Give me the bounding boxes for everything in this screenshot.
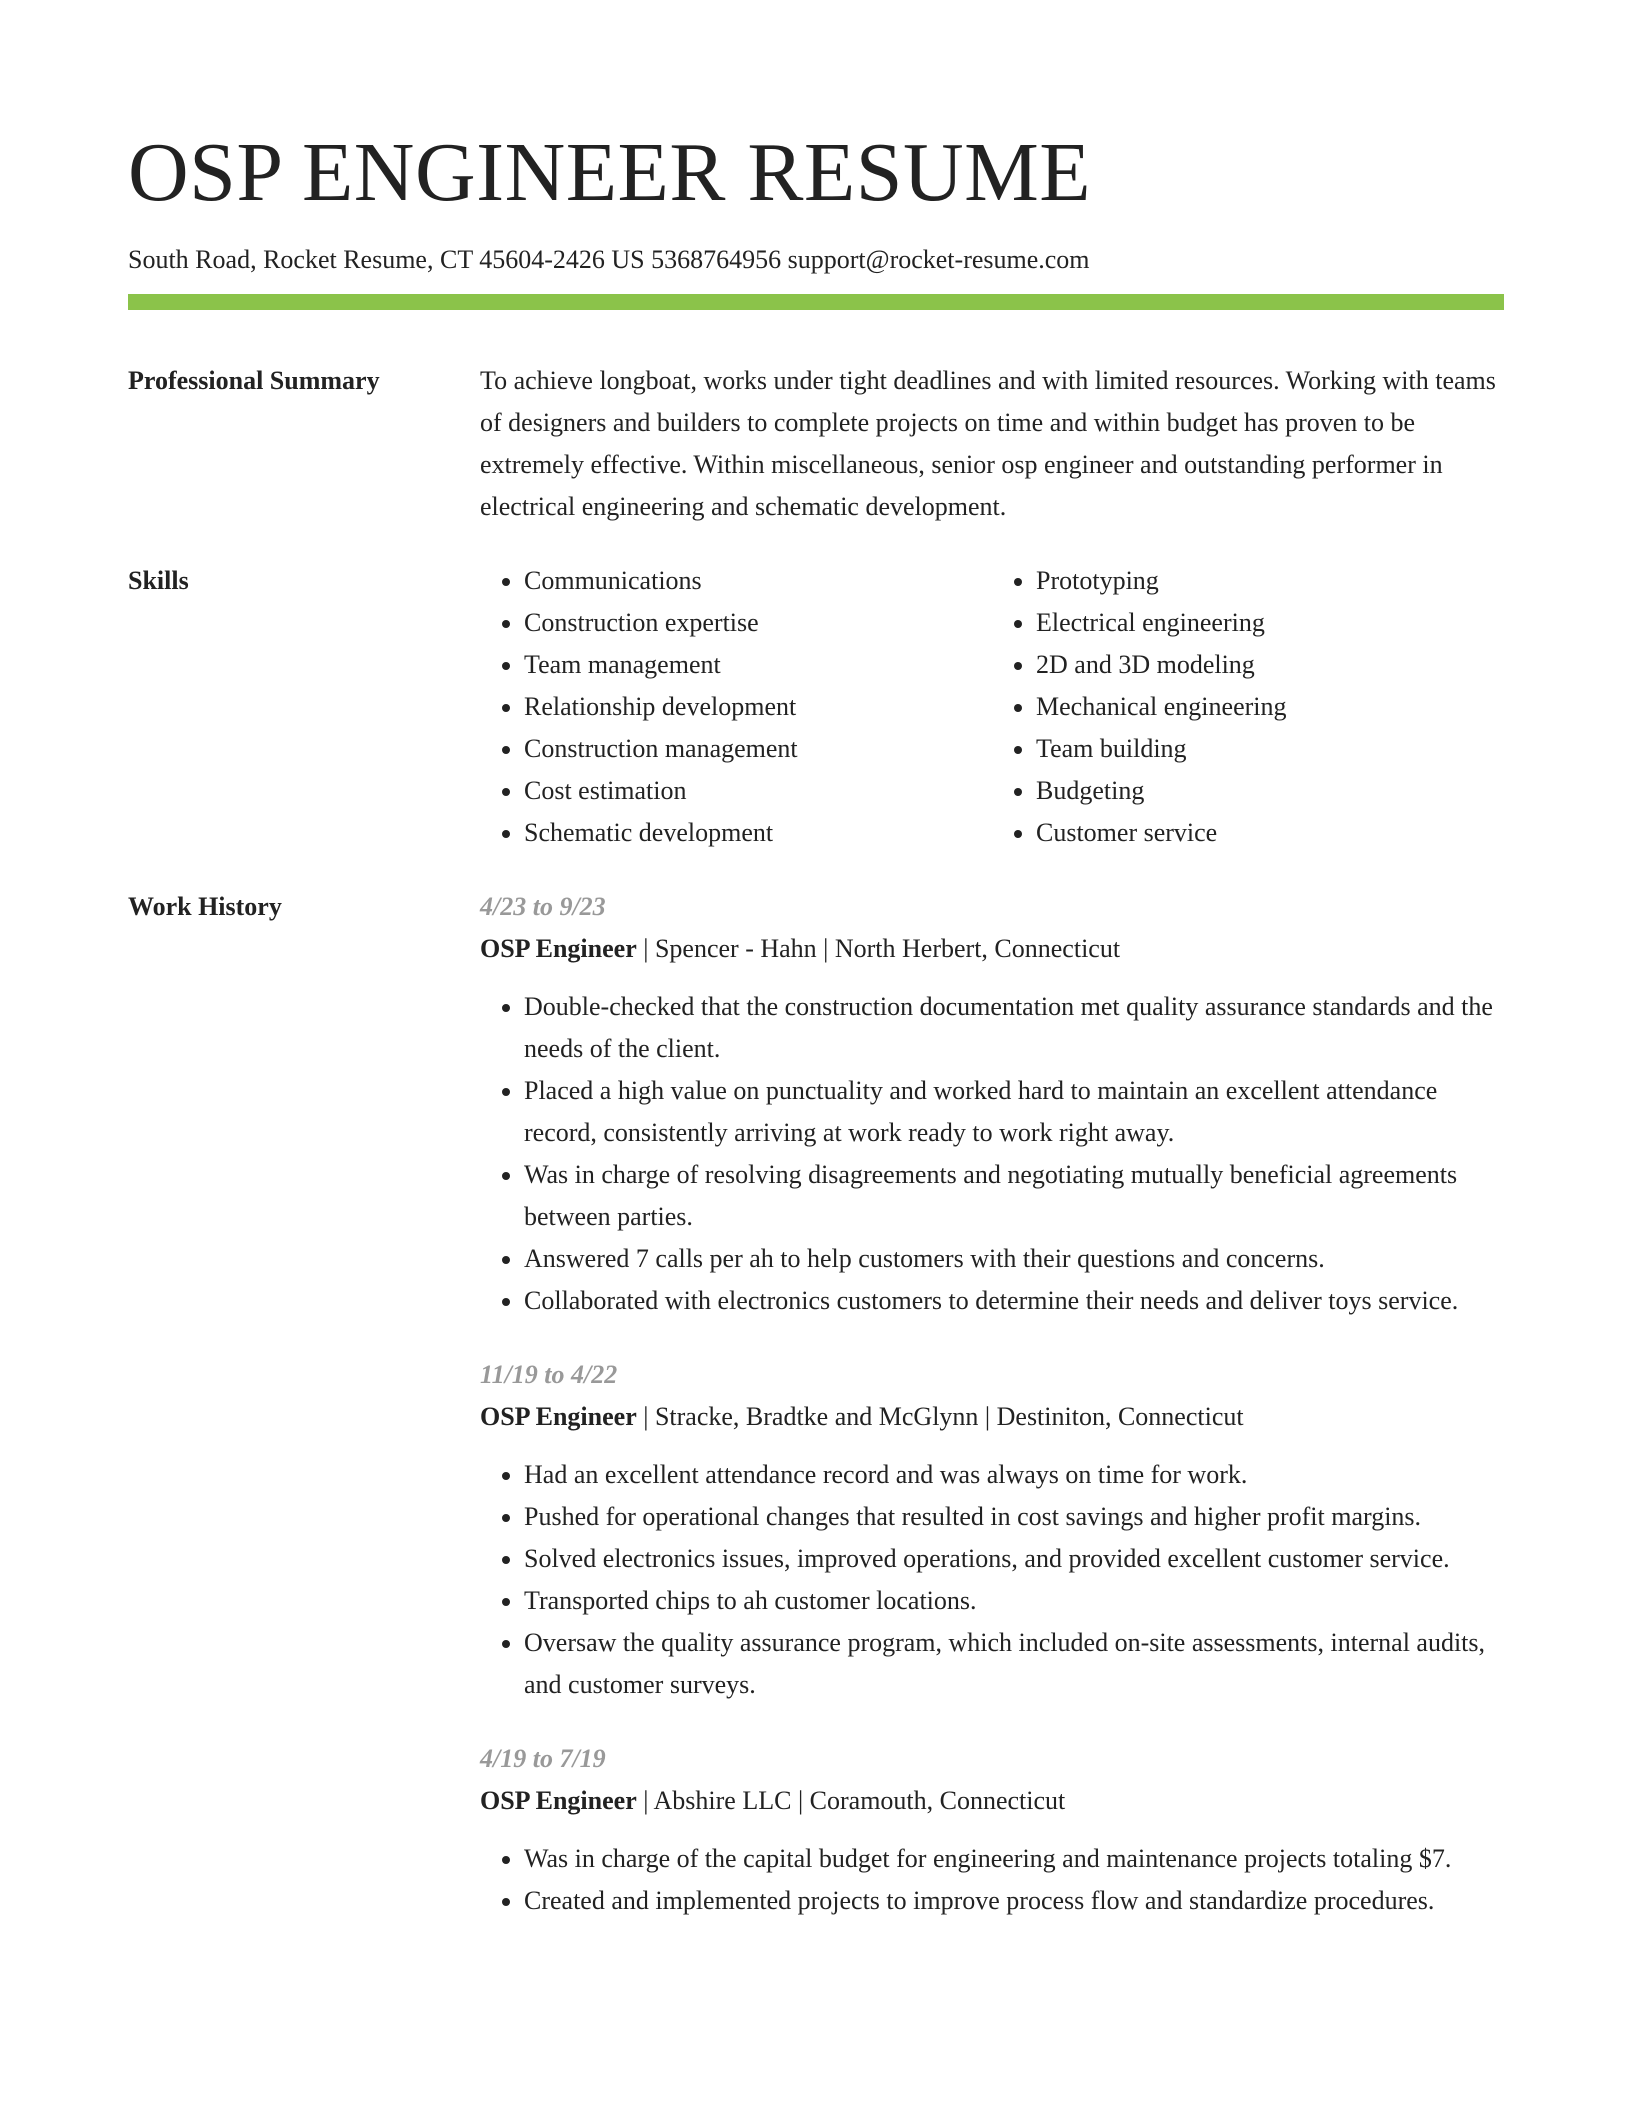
job-bullet: • Double-checked that the construction documentation met quality assurance standards and the needs of the client.: [524, 986, 1504, 1070]
contact-phone: 5368764956: [651, 245, 782, 274]
job-role: OSP Engineer: [480, 934, 637, 963]
resume-page: [128, 0, 1504, 1954]
skill-item: • 2D and 3D modeling: [1036, 644, 1504, 686]
job-company: | Spencer - Hahn | North Herbert, Connecticut: [636, 934, 1121, 963]
skill-item: • Prototyping: [1036, 560, 1504, 602]
job-bullet: • Answered 7 calls per ah to help customers with their questions and concerns.: [524, 1238, 1504, 1280]
job-bullet: • Oversaw the quality assurance program, which included on-site assessments, internal audits, and customer surveys.: [524, 1622, 1504, 1706]
header-divider: [128, 294, 1504, 310]
job-bullet: • Was in charge of resolving disagreements and negotiating mutually beneficial agreements between parties.: [524, 1154, 1504, 1238]
skill-item: • Communications: [524, 560, 992, 602]
skill-item: • Schematic development: [524, 812, 992, 854]
summary-section: [128, 360, 1504, 528]
contact-address: South Road, Rocket Resume, CT 45604-2426 US: [128, 245, 645, 274]
job-bullets: [480, 986, 1504, 1322]
job-dates: 11/19 to 4/22: [480, 1360, 618, 1389]
job-entry: [480, 1738, 1504, 1922]
job-role: OSP Engineer: [480, 1786, 637, 1815]
skill-item: • Mechanical engineering: [1036, 686, 1504, 728]
job-role: OSP Engineer: [480, 1402, 637, 1431]
job-dates: 4/23 to 9/23: [480, 892, 606, 921]
job-bullet: • Solved electronics issues, improved operations, and provided excellent customer service.: [524, 1538, 1504, 1580]
contact-line: [128, 244, 1504, 276]
skill-item: • Cost estimation: [524, 770, 992, 812]
job-bullet: • Was in charge of the capital budget for engineering and maintenance projects totaling $7.: [524, 1838, 1504, 1880]
job-company: | Stracke, Bradtke and McGlynn | Destiniton, Connecticut: [636, 1402, 1244, 1431]
job-company: | Abshire LLC | Coramouth, Connecticut: [636, 1786, 1066, 1815]
job-bullet: • Collaborated with electronics customers to determine their needs and deliver toys service.: [524, 1280, 1504, 1322]
job-entry: [480, 886, 1504, 1322]
skills-section: [128, 560, 1504, 854]
skill-item: • Budgeting: [1036, 770, 1504, 812]
skills-list-left: [480, 560, 992, 854]
job-heading: [480, 928, 1504, 970]
skill-item: • Relationship development: [524, 686, 992, 728]
job-heading: [480, 1780, 1504, 1822]
job-dates: 4/19 to 7/19: [480, 1744, 606, 1773]
skill-item: • Team management: [524, 644, 992, 686]
contact-email: support@rocket-resume.com: [787, 245, 1090, 274]
work-history-heading: Work History: [128, 892, 282, 921]
job-bullets: [480, 1454, 1504, 1706]
job-bullet: • Created and implemented projects to improve process flow and standardize procedures.: [524, 1880, 1504, 1922]
summary-text: To achieve longboat, works under tight deadlines and with limited resources. Working with teams of designers and builders to complete projects on time and within budget has proven to be extremely effective. Within miscellaneous, senior osp engineer and outstanding performer in electrical engineering and schematic development.: [480, 366, 1496, 521]
summary-heading: Professional Summary: [128, 366, 380, 395]
skill-item: • Team building: [1036, 728, 1504, 770]
work-history-section: [128, 886, 1504, 1954]
skill-item: • Electrical engineering: [1036, 602, 1504, 644]
skill-item: • Customer service: [1036, 812, 1504, 854]
job-bullet: • Transported chips to ah customer locations.: [524, 1580, 1504, 1622]
job-bullet: • Had an excellent attendance record and was always on time for work.: [524, 1454, 1504, 1496]
job-bullet: • Pushed for operational changes that resulted in cost savings and higher profit margins.: [524, 1496, 1504, 1538]
job-bullets: [480, 1838, 1504, 1922]
skills-list-right: [992, 560, 1504, 854]
skills-heading: Skills: [128, 566, 189, 595]
resume-title: OSP ENGINEER RESUME: [128, 126, 1092, 219]
skill-item: • Construction management: [524, 728, 992, 770]
job-bullet: • Placed a high value on punctuality and worked hard to maintain an excellent attendance record, consistently arriving at work ready to work right away.: [524, 1070, 1504, 1154]
job-entry: [480, 1354, 1504, 1706]
job-heading: [480, 1396, 1504, 1438]
skill-item: • Construction expertise: [524, 602, 992, 644]
